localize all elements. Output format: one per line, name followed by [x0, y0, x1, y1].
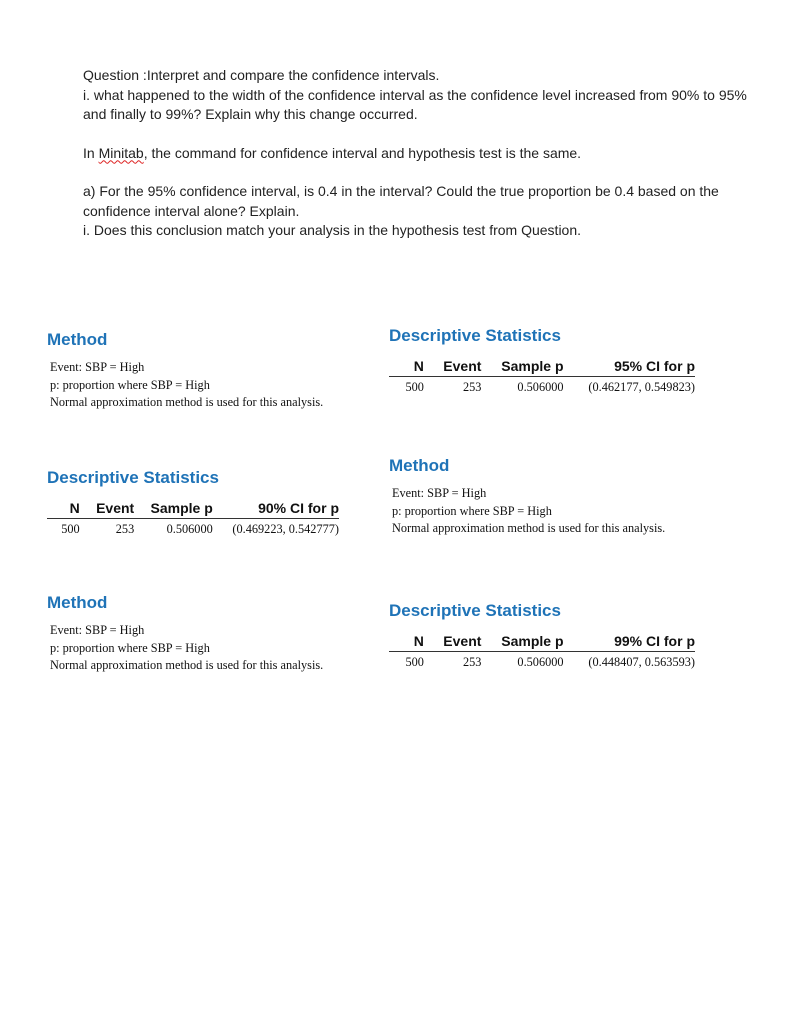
method-event: Event: SBP = High	[50, 360, 145, 374]
header-sample-p: Sample p	[481, 633, 563, 652]
table-header-row	[47, 500, 339, 519]
header-event: Event	[424, 633, 482, 652]
method-title: Method	[47, 593, 108, 612]
method-details	[50, 622, 323, 675]
table-row	[47, 519, 339, 538]
question-text	[83, 66, 763, 241]
question-line-3	[83, 144, 763, 164]
header-event: Event	[80, 500, 135, 519]
descriptive-stats-90	[47, 468, 339, 537]
cell-ci: (0.469223, 0.542777)	[232, 522, 339, 536]
method-block-3	[47, 593, 323, 675]
cell-sample-p: 0.506000	[517, 380, 564, 394]
method-p-definition: p: proportion where SBP = High	[50, 640, 210, 655]
table-header-row	[389, 358, 695, 377]
cell-ci: (0.462177, 0.549823)	[588, 380, 695, 394]
method-note: Normal approximation method is used for this analysis.	[392, 521, 666, 535]
method-event: Event: SBP = High	[50, 623, 145, 637]
method-p-definition: p: proportion where SBP = High	[392, 503, 552, 518]
method-note: Normal approximation method is used for this analysis.	[50, 395, 324, 409]
stats-table-90	[47, 500, 339, 537]
method-title: Method	[47, 330, 108, 349]
table-header-row	[389, 633, 695, 652]
question-line-4: a) For the 95% confidence interval, is 0.4 in the interval? Could the true proportion be 0.4 based on the confidence interval alone? Explain.	[83, 183, 719, 219]
cell-n: 500	[405, 380, 424, 394]
question-line-5: i. Does this conclusion match your analysis in the hypothesis test from Question.	[83, 222, 582, 238]
method-block-2	[389, 456, 665, 538]
stats-table-99	[389, 633, 695, 670]
cell-n: 500	[61, 522, 80, 536]
method-p-definition: p: proportion where SBP = High	[50, 377, 210, 392]
table-row	[389, 652, 695, 671]
cell-sample-p: 0.506000	[517, 655, 564, 669]
header-ci: 95% CI for p	[564, 358, 695, 377]
method-block-1	[47, 330, 323, 412]
cell-ci: (0.448407, 0.563593)	[588, 655, 695, 669]
header-n: N	[389, 633, 424, 652]
descriptive-title: Descriptive Statistics	[389, 326, 561, 345]
header-ci: 99% CI for p	[564, 633, 695, 652]
table-row	[389, 377, 695, 396]
cell-sample-p: 0.506000	[166, 522, 213, 536]
method-event: Event: SBP = High	[392, 486, 487, 500]
question-line-1: Question :Interpret and compare the confidence intervals.	[83, 67, 440, 83]
cell-n: 500	[405, 655, 424, 669]
header-n: N	[47, 500, 80, 519]
method-details	[392, 485, 665, 538]
header-event: Event	[424, 358, 482, 377]
method-title: Method	[389, 456, 450, 475]
minitab-prefix: In	[83, 144, 99, 161]
question-line-2: i. what happened to the width of the confidence interval as the confidence level increased from 90% to 95% and finally to 99%? Explain why this change occurred.	[83, 86, 747, 122]
descriptive-stats-99	[389, 601, 695, 670]
header-sample-p: Sample p	[134, 500, 213, 519]
descriptive-stats-95	[389, 326, 695, 395]
header-n: N	[389, 358, 424, 377]
minitab-suffix: , the command for confidence interval and hypothesis test is the same.	[143, 144, 582, 161]
method-details	[50, 359, 323, 412]
cell-event: 253	[462, 380, 482, 394]
stats-table-95	[389, 358, 695, 395]
minitab-word: Minitab	[98, 144, 144, 161]
cell-event: 253	[462, 655, 482, 669]
header-sample-p: Sample p	[481, 358, 563, 377]
descriptive-title: Descriptive Statistics	[389, 601, 561, 620]
descriptive-title: Descriptive Statistics	[47, 468, 219, 487]
cell-event: 253	[115, 522, 135, 536]
method-note: Normal approximation method is used for this analysis.	[50, 658, 324, 672]
header-ci: 90% CI for p	[213, 500, 339, 519]
